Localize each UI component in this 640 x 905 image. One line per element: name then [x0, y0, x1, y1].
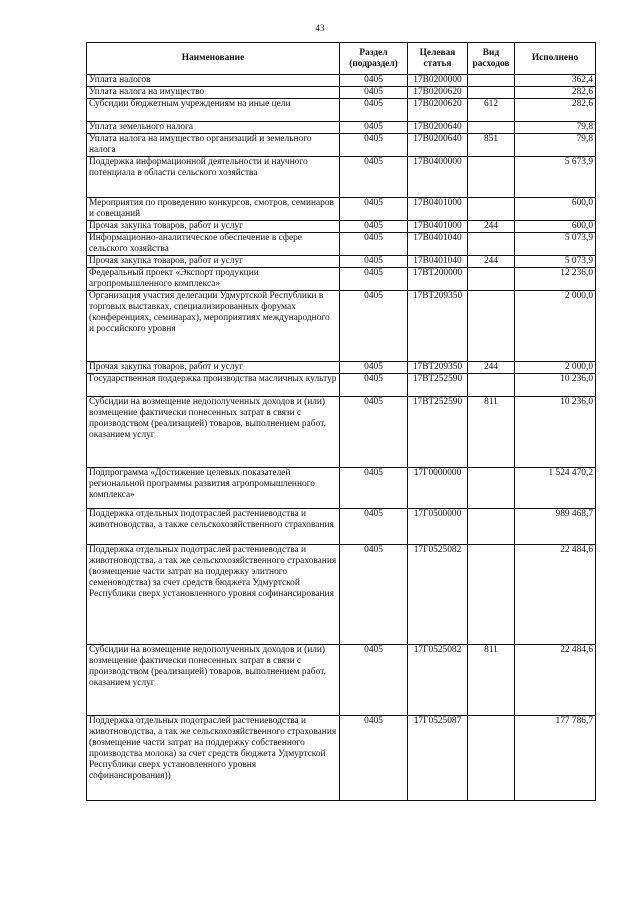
table-row [87, 256, 596, 268]
row-expense-type [468, 291, 515, 362]
row-name: Субсидии на возмещение недополученных доходов и (или) возмещение фактически понесенных затрат в связи с производством (реализацией) товаров, выполнением работ, оказанием услуг [87, 397, 340, 468]
row-expense-type: 811 [468, 645, 515, 716]
table-row [87, 99, 596, 122]
row-section: 0405 [340, 122, 408, 134]
table-body [87, 75, 596, 801]
row-expense-type: 612 [468, 99, 515, 122]
table-row [87, 397, 596, 468]
table-row [87, 122, 596, 134]
row-expense-type [468, 122, 515, 134]
row-expense-type [468, 374, 515, 397]
row-article: 17Г0525082 [408, 645, 468, 716]
row-section: 0405 [340, 362, 408, 374]
row-expense-type [468, 233, 515, 256]
row-name: Поддержка информационной деятельности и научного потенциала в области сельского хозяйства [87, 157, 340, 198]
row-name: Поддержка отдельных подотраслей растениеводства и животноводства, а также сельскохозяйственного страхования [87, 509, 340, 545]
table-row [87, 87, 596, 99]
row-section: 0405 [340, 221, 408, 233]
row-name: Уплата налога на имущество организаций и земельного налога [87, 134, 340, 157]
header-section: Раздел (подраздел) [340, 43, 408, 75]
row-section: 0405 [340, 157, 408, 198]
row-expense-type [468, 87, 515, 99]
row-section: 0405 [340, 256, 408, 268]
row-expense-type: 851 [468, 134, 515, 157]
row-expense-type [468, 268, 515, 291]
row-executed: 282,6 [515, 87, 596, 99]
row-expense-type [468, 198, 515, 221]
row-article: 17В0200000 [408, 75, 468, 87]
table-row [87, 198, 596, 221]
table-row [87, 221, 596, 233]
row-section: 0405 [340, 509, 408, 545]
row-section: 0405 [340, 75, 408, 87]
row-section: 0405 [340, 233, 408, 256]
row-section: 0405 [340, 716, 408, 801]
row-expense-type [468, 716, 515, 801]
row-executed: 989 468,7 [515, 509, 596, 545]
table-row [87, 545, 596, 645]
row-executed: 12 236,0 [515, 268, 596, 291]
row-article: 17В0401000 [408, 221, 468, 233]
header-name: Наименование [87, 43, 340, 75]
row-section: 0405 [340, 645, 408, 716]
row-executed: 10 236,0 [515, 397, 596, 468]
row-name: Прочая закупка товаров, работ и услуг [87, 256, 340, 268]
row-name: Федеральный проект «Экспорт продукции агропромышленного комплекса» [87, 268, 340, 291]
row-article: 17В0200640 [408, 122, 468, 134]
row-name: Поддержка отдельных подотраслей растениеводства и животноводства, а так же сельскохозяйственного страхования (возмещение части затрат на поддержку элитного семеноводства) за счет средств бюджета Удмуртской Республики сверх установленного уровня софинансирования [87, 545, 340, 645]
row-article: 17ВТ209350 [408, 291, 468, 362]
row-executed: 22 484,6 [515, 545, 596, 645]
table-row [87, 157, 596, 198]
table-row [87, 374, 596, 397]
row-executed: 79,8 [515, 134, 596, 157]
row-article: 17Г0000000 [408, 468, 468, 509]
row-section: 0405 [340, 468, 408, 509]
row-executed: 22 484,6 [515, 645, 596, 716]
row-article: 17ВТ209350 [408, 362, 468, 374]
row-article: 17ВТ252590 [408, 374, 468, 397]
table-header-row [87, 43, 596, 75]
row-article: 17В0401040 [408, 256, 468, 268]
row-executed: 177 786,7 [515, 716, 596, 801]
row-executed: 600,0 [515, 198, 596, 221]
row-expense-type [468, 157, 515, 198]
row-section: 0405 [340, 397, 408, 468]
row-article: 17Г0525087 [408, 716, 468, 801]
row-expense-type [468, 468, 515, 509]
header-article: Целевая статья [408, 43, 468, 75]
row-name: Прочая закупка товаров, работ и услуг [87, 362, 340, 374]
row-section: 0405 [340, 87, 408, 99]
row-expense-type: 244 [468, 362, 515, 374]
table-row [87, 362, 596, 374]
row-executed: 1 524 470,2 [515, 468, 596, 509]
table-row [87, 233, 596, 256]
row-name: Подпрограмма «Достижение целевых показателей региональной программы развития агропромышленного комплекса» [87, 468, 340, 509]
row-expense-type: 244 [468, 221, 515, 233]
row-section: 0405 [340, 134, 408, 157]
row-expense-type [468, 75, 515, 87]
header-executed: Исполнено [515, 43, 596, 75]
table-row [87, 268, 596, 291]
row-executed: 2 000,0 [515, 362, 596, 374]
table-row [87, 134, 596, 157]
row-section: 0405 [340, 545, 408, 645]
row-name: Поддержка отдельных подотраслей растениеводства и животноводства, а так же сельскохозяйственного страхования (возмещение части затрат на поддержку собственного производства молока) за счет средств бюджета Удмуртской Республики сверх установленного уровня софинансирования)) [87, 716, 340, 801]
row-article: 17В0401040 [408, 233, 468, 256]
table-row [87, 645, 596, 716]
row-name: Уплата земельного налога [87, 122, 340, 134]
row-name: Информационно-аналитическое обеспечение в сфере сельского хозяйства [87, 233, 340, 256]
budget-table [86, 42, 596, 801]
header-expense-type: Вид расходов [468, 43, 515, 75]
row-name: Государственная поддержка производства масличных культур [87, 374, 340, 397]
row-executed: 2 000,0 [515, 291, 596, 362]
row-executed: 10 236,0 [515, 374, 596, 397]
row-name: Организация участия делегации Удмуртской Республики в торговых выставках, специализированных форумах (конференциях, семинарах), мероприятиях международного и российского уровня [87, 291, 340, 362]
row-executed: 79,8 [515, 122, 596, 134]
row-article: 17В0200640 [408, 134, 468, 157]
row-executed: 5 073,9 [515, 233, 596, 256]
row-article: 17В0200620 [408, 87, 468, 99]
row-executed: 600,0 [515, 221, 596, 233]
row-article: 17В0400000 [408, 157, 468, 198]
row-section: 0405 [340, 374, 408, 397]
row-name: Субсидии бюджетным учреждениям на иные цели [87, 99, 340, 122]
table-row [87, 716, 596, 801]
row-name: Уплата налогов [87, 75, 340, 87]
row-article: 17ВТ252590 [408, 397, 468, 468]
row-name: Мероприятия по проведению конкурсов, смотров, семинаров и совещаний [87, 198, 340, 221]
page-number: 43 [315, 23, 325, 33]
row-name: Субсидии на возмещение недополученных доходов и (или) возмещение фактически понесенных затрат в связи с производством (реализацией) товаров, выполнением работ, оказанием услуг [87, 645, 340, 716]
row-article: 17Г0525082 [408, 545, 468, 645]
table-row [87, 75, 596, 87]
row-section: 0405 [340, 268, 408, 291]
table-row [87, 291, 596, 362]
table-row [87, 509, 596, 545]
row-expense-type [468, 509, 515, 545]
row-article: 17ВТ200000 [408, 268, 468, 291]
row-executed: 362,4 [515, 75, 596, 87]
row-section: 0405 [340, 291, 408, 362]
row-executed: 5 073,9 [515, 256, 596, 268]
row-expense-type: 811 [468, 397, 515, 468]
row-article: 17Г0500000 [408, 509, 468, 545]
row-section: 0405 [340, 198, 408, 221]
row-expense-type [468, 545, 515, 645]
row-section: 0405 [340, 99, 408, 122]
row-expense-type: 244 [468, 256, 515, 268]
row-name: Уплата налога на имущество [87, 87, 340, 99]
row-article: 17В0401000 [408, 198, 468, 221]
row-name: Прочая закупка товаров, работ и услуг [87, 221, 340, 233]
row-article: 17В0200620 [408, 99, 468, 122]
row-executed: 282,6 [515, 99, 596, 122]
row-executed: 5 673,9 [515, 157, 596, 198]
table-row [87, 468, 596, 509]
